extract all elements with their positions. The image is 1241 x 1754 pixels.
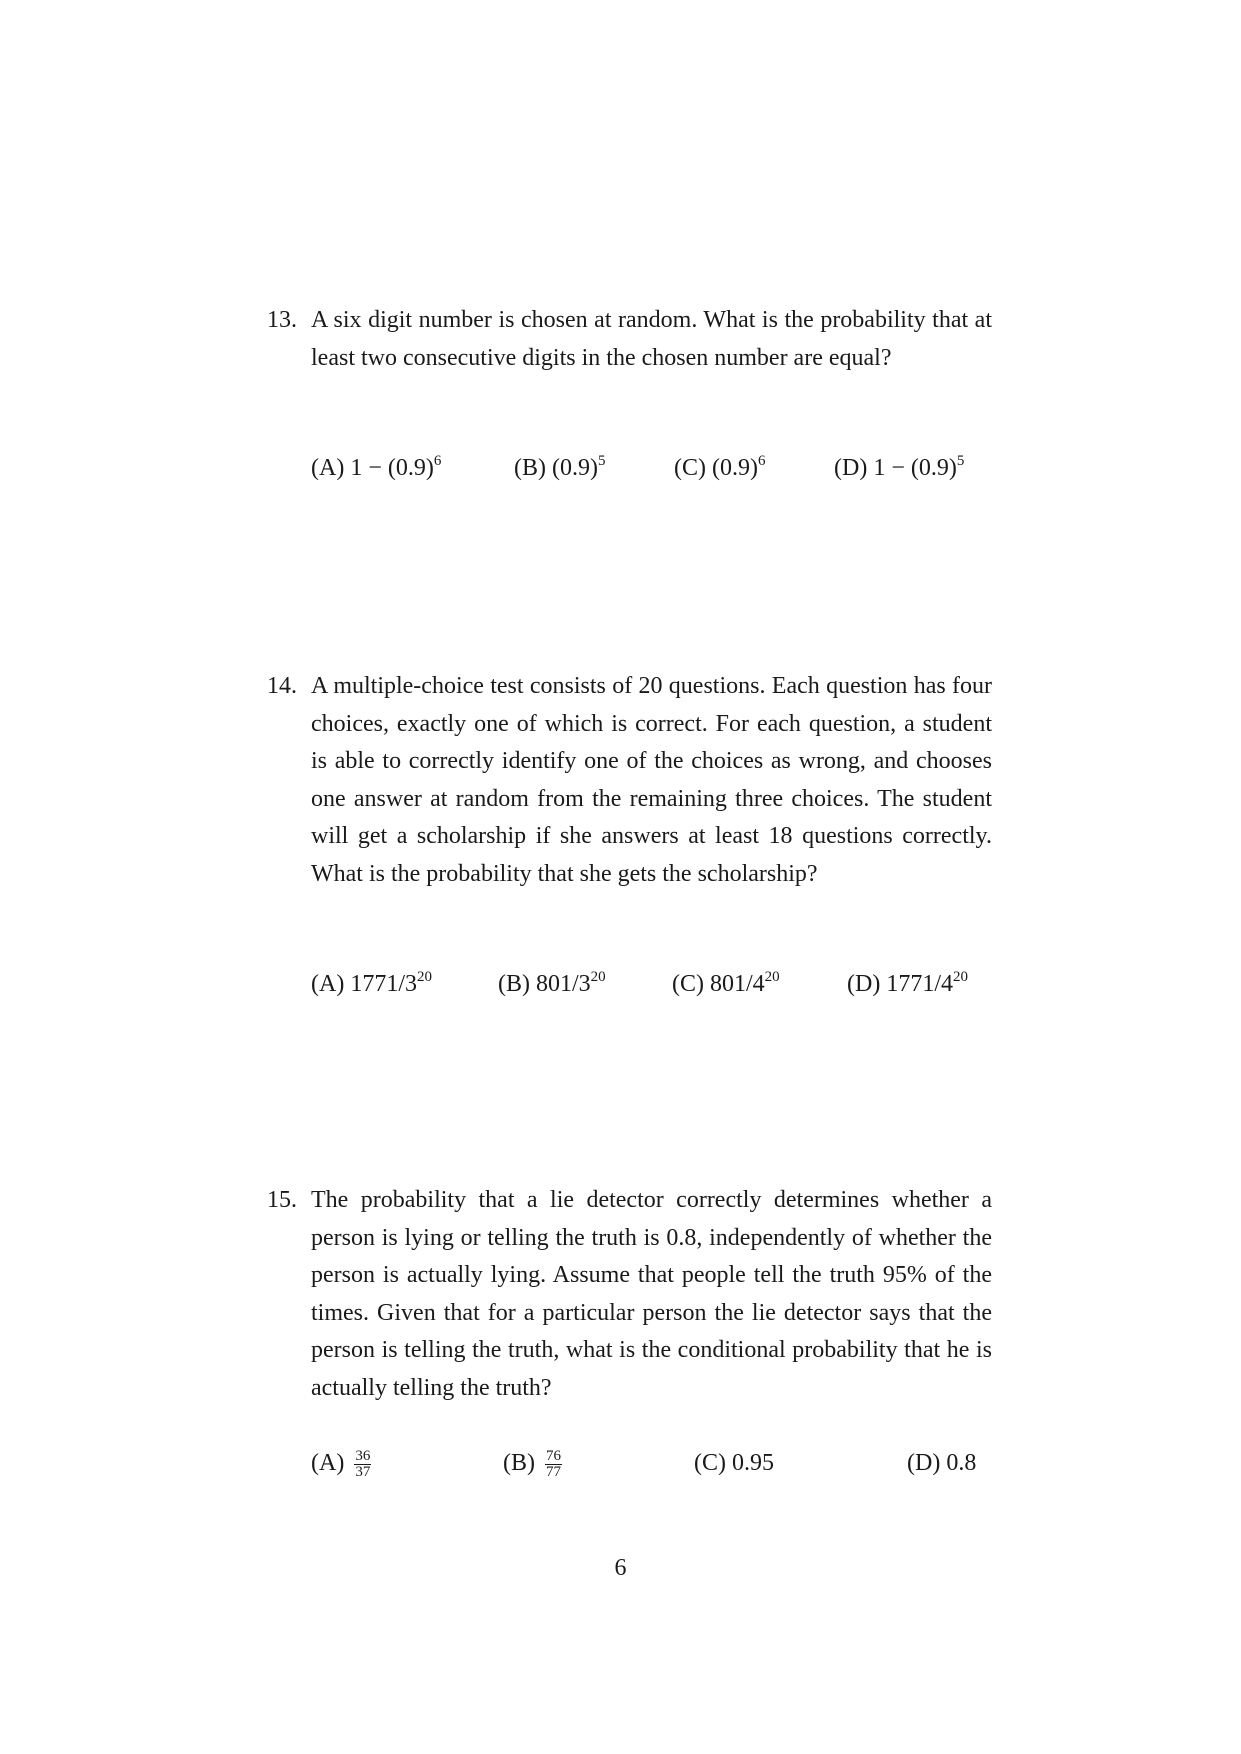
option-value: 0.95 [732,1450,774,1476]
question-number: 15. [267,1187,297,1213]
option-exponent: 20 [764,969,780,985]
question-number: 13. [267,307,297,333]
option-label: (B) [498,971,530,997]
option-base: (0.9) [552,455,598,481]
option-value: 0.8 [946,1450,977,1476]
option-exponent: 20 [953,969,968,985]
option-d [847,969,968,1002]
option-label: (C) [674,455,706,481]
option-a [311,1448,371,1480]
option-base: 1771/4 [886,971,953,997]
option-c [672,969,780,1002]
option-base: 801/4 [710,971,765,997]
option-label: (A) [311,971,345,997]
option-label: (D) [907,1450,941,1476]
option-label: (B) [514,455,546,481]
page-number: 6 [614,1555,627,1581]
fraction-numerator: 76 [546,1447,561,1464]
option-exponent: 20 [590,969,606,985]
fraction [354,1449,371,1480]
option-a [311,453,441,486]
fraction-denominator: 77 [546,1463,561,1480]
option-exponent: 5 [956,453,965,469]
option-label: (C) [694,1450,726,1476]
question-number: 14. [267,673,297,699]
option-base: 1 − (0.9) [873,455,957,481]
option-label: (D) [834,455,868,481]
option-b [514,453,605,486]
option-b [498,969,606,1002]
question-text: A multiple-choice test consists of 20 questions. Each question has four choices, exactly one of which is correct. For each question, a student is able to correctly identify one of the choices as wrong, and chooses one answer at random from the remaining three choices. The student will get a scholarship if she answers at least 18 questions correctly. What is the probability that she gets the scholarship? [311,673,992,887]
option-label: (A) [311,455,345,481]
option-label: (C) [672,971,704,997]
question-text: A six digit number is chosen at random. What is the probability that at least two consecutive digits in the chosen number are equal? [311,307,992,371]
option-exponent: 20 [417,969,432,985]
option-c [694,1448,774,1478]
option-exponent: 6 [757,453,766,469]
option-label: (A) [311,1450,345,1476]
option-label: (D) [847,971,881,997]
question-text: The probability that a lie detector correctly determines whether a person is lying or telling the truth is 0.8, independently of whether the person is actually lying. Assume that people tell the truth 95% of the times. Given that for a particular person the lie detector says that the person is telling the truth, what is the conditional probability that he is actually telling the truth? [311,1187,992,1401]
option-label: (B) [503,1450,535,1476]
option-d [834,453,964,486]
option-d [907,1448,976,1478]
fraction-numerator: 36 [355,1447,371,1464]
option-a [311,969,432,1002]
option-base: 1 − (0.9) [350,455,434,481]
option-base: (0.9) [712,455,758,481]
option-b [503,1448,562,1480]
option-base: 801/3 [536,971,591,997]
option-c [674,453,765,486]
option-exponent: 6 [433,453,442,469]
fraction [545,1449,562,1480]
option-base: 1771/3 [350,971,417,997]
fraction-denominator: 37 [355,1463,371,1480]
option-exponent: 5 [597,453,606,469]
